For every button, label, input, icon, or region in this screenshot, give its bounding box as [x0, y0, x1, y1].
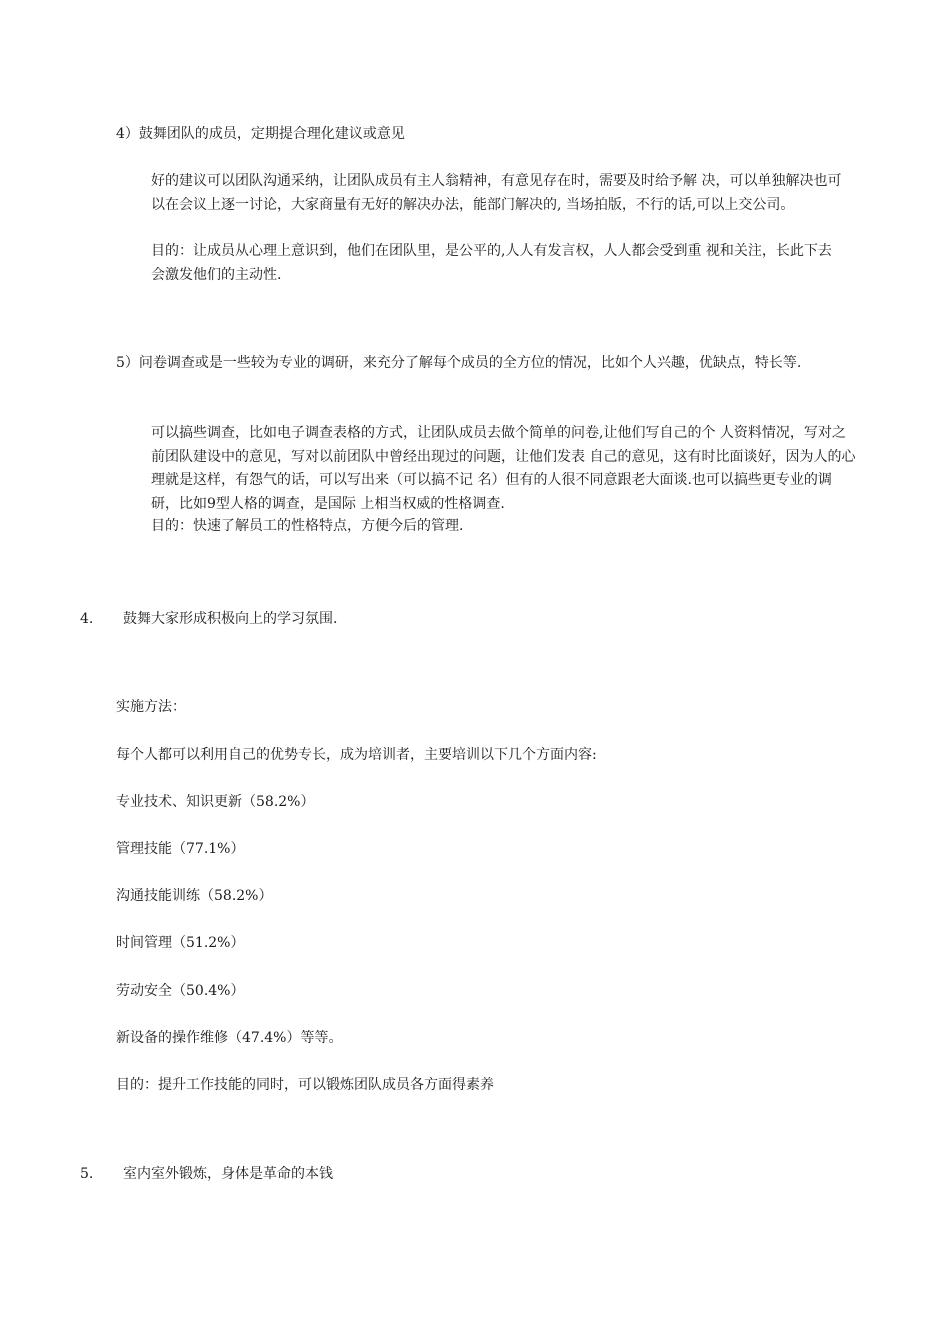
section-5-title: 室内室外锻炼，身体是革命的本钱 [123, 1166, 333, 1182]
section-4-title: 鼓舞大家形成积极向上的学习氛围. [123, 611, 338, 627]
training-item: 专业技术、知识更新（58.2%） [116, 794, 315, 810]
training-item: 时间管理（51.2%） [116, 935, 245, 951]
training-item: 沟通技能训练（58.2%） [116, 888, 273, 904]
subsection-4-purpose: 目的：让成员从心理上意识到，他们在团队里，是公平的,人人有发言权，人人都会受到重 视和关注，长此下去会激发他们的主动性. [151, 243, 832, 283]
training-item: 劳动安全（50.4%） [116, 983, 245, 999]
training-item: 新设备的操作维修（47.4%）等等。 [116, 1030, 343, 1046]
subsection-5-body: 可以搞些调查，比如电子调查表格的方式，让团队成员去做个简单的问卷,让他们写自己的个 人资料情况，写对之前团队建设中的意见，写对以前团队中曾经出现过的问题，让他们发表 自己的意见，这有时比面谈好，因为人的心理就是这样，有怨气的话，可以写出来（可以搞不记 名）但有的人很不同意跟老大面谈.也可以搞些更专业的调研，比如9型人格的调查，是国际 上相当权威的性格调查. [151, 425, 856, 512]
subsection-4-heading: 4）鼓舞团队的成员，定期提合理化建议或意见 [116, 126, 405, 142]
section-4-number: 4. [80, 611, 94, 627]
subsection-5-heading: 5）问卷调查或是一些较为专业的调研，来充分了解每个成员的全方位的情况，比如个人兴趣，优缺点，特长等. [116, 355, 802, 371]
section-4-purpose: 目的：提升工作技能的同时，可以锻炼团队成员各方面得素养 [116, 1077, 494, 1093]
section-5-number: 5. [80, 1166, 94, 1182]
training-item: 管理技能（77.1%） [116, 841, 245, 857]
method-label: 实施方法： [116, 699, 186, 715]
subsection-4-body: 好的建议可以团队沟通采纳，让团队成员有主人翁精神，有意见存在时，需要及时给予解 决，可以单独解决也可以在会议上逐一讨论，大家商量有无好的解决办法，能部门解决的, 当场拍版，不行的话,可以上交公司。 [151, 173, 842, 213]
subsection-5-purpose: 目的：快速了解员工的性格特点，方便今后的管理. [151, 518, 464, 534]
training-intro: 每个人都可以利用自己的优势专长，成为培训者，主要培训以下几个方面内容: [116, 747, 597, 763]
